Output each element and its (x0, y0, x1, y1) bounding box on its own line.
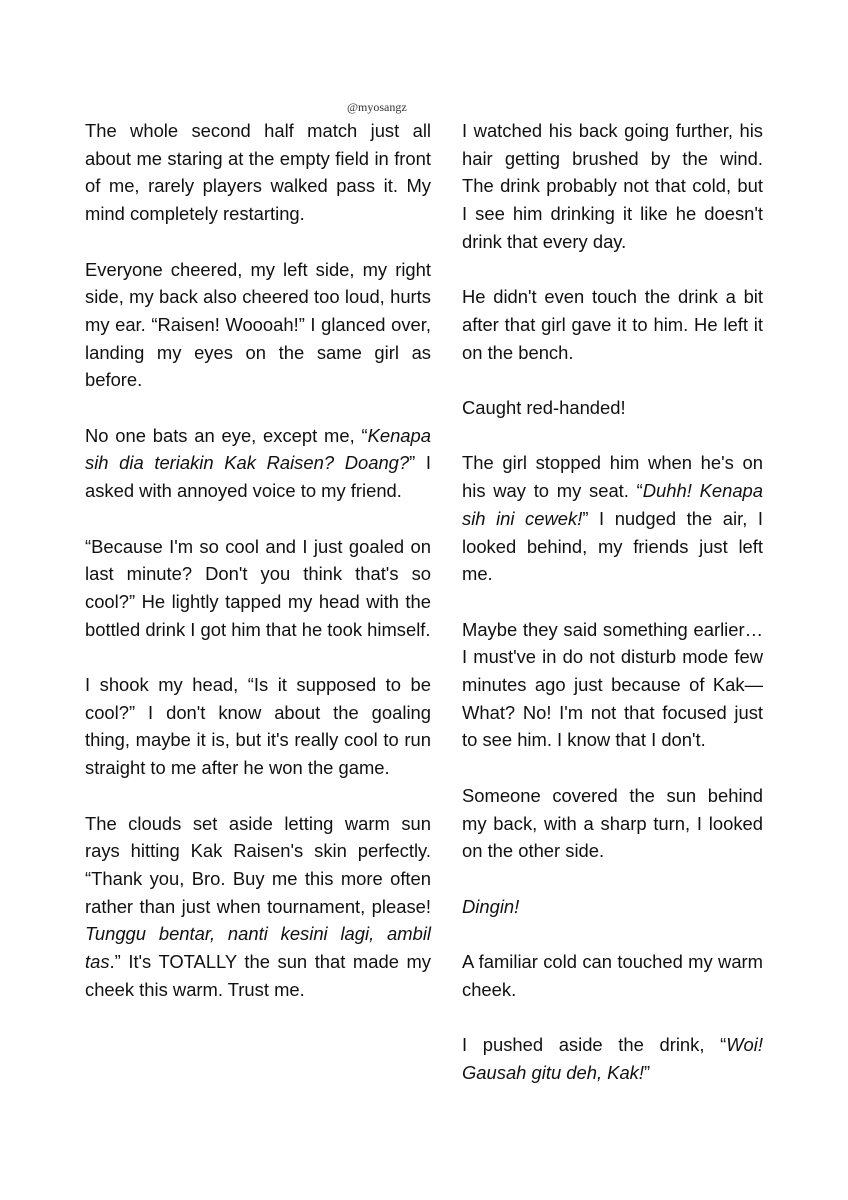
paragraph (462, 893, 763, 921)
paragraph-text: ” I asked with annoyed voice to my friend. (85, 452, 431, 502)
paragraph: Maybe they said something earlier… I must've in do not disturb mode few minutes ago just because of Kak— What? No! I'm not that focused just to see him. I know that I don't. (462, 618, 763, 751)
author-watermark: @myosangz (347, 100, 407, 114)
italic-dialogue: Duhh! Kenapa sih ini cewek! (462, 480, 764, 529)
paragraph-text: No one bats an eye, except me, “ (85, 424, 368, 446)
paragraph (85, 422, 431, 505)
paragraph-text: The clouds set aside letting warm sun rays hitting Kak Raisen's skin perfectly. “Thank you, Bro. Buy me this more often rather than just when tournament, please! (85, 812, 431, 917)
paragraph: I shook my head, “Is it supposed to be cool?” I don't know about the goaling thing, maybe it is, but it's really cool to run straight to me after he won the game. (85, 674, 431, 779)
left-column (85, 117, 431, 1003)
paragraph (85, 810, 431, 1004)
paragraph (462, 1031, 763, 1086)
paragraph: He didn't even touch the drink a bit after that girl gave it to him. He left it on the bench. (462, 286, 763, 363)
paragraph-text: The girl stopped him when he's on his way to my seat. “ (462, 452, 763, 502)
italic-dialogue: Tunggu bentar, nanti kesini lagi, ambil tas (85, 923, 431, 973)
paragraph: I watched his back going further, his hair getting brushed by the wind. The drink probably not that cold, but I see him drinking it like he doesn't drink that every day. (462, 120, 763, 252)
paragraph: A familiar cold can touched my warm cheek. (462, 950, 763, 1000)
paragraph-text: ” I nudged the air, I looked behind, my friends just left me. (462, 507, 764, 585)
italic-dialogue: Dingin! (462, 895, 520, 917)
right-column (462, 117, 763, 1086)
paragraph-text: ” (644, 1061, 651, 1083)
paragraph (462, 449, 763, 588)
paragraph: The whole second half match just all about me staring at the empty field in front of me, rarely players walked pass it. My mind completely restarting. (85, 120, 431, 225)
italic-dialogue: Kenapa sih dia teriakin Kak Raisen? Doang? (85, 424, 431, 474)
paragraph: Everyone cheered, my left side, my right side, my back also cheered too loud, hurts my ear. “Raisen! Woooah!” I glanced over, landing my eyes on the same girl as before. (85, 258, 431, 391)
paragraph: “Because I'm so cool and I just goaled on last minute? Don't you think that's so cool?” He lightly tapped my head with the bottled drink I got him that he took himself. (85, 535, 431, 640)
paragraph: Someone covered the sun behind my back, with a sharp turn, I looked on the other side. (462, 784, 763, 862)
paragraph: Caught red-handed! (462, 397, 626, 418)
paragraph-text: I pushed aside the drink, “ (462, 1034, 727, 1056)
italic-dialogue: Woi! Gausah gitu deh, Kak! (462, 1034, 763, 1083)
paragraph-text: .” It's TOTALLY the sun that made my cheek this warm. Trust me. (85, 951, 431, 1000)
